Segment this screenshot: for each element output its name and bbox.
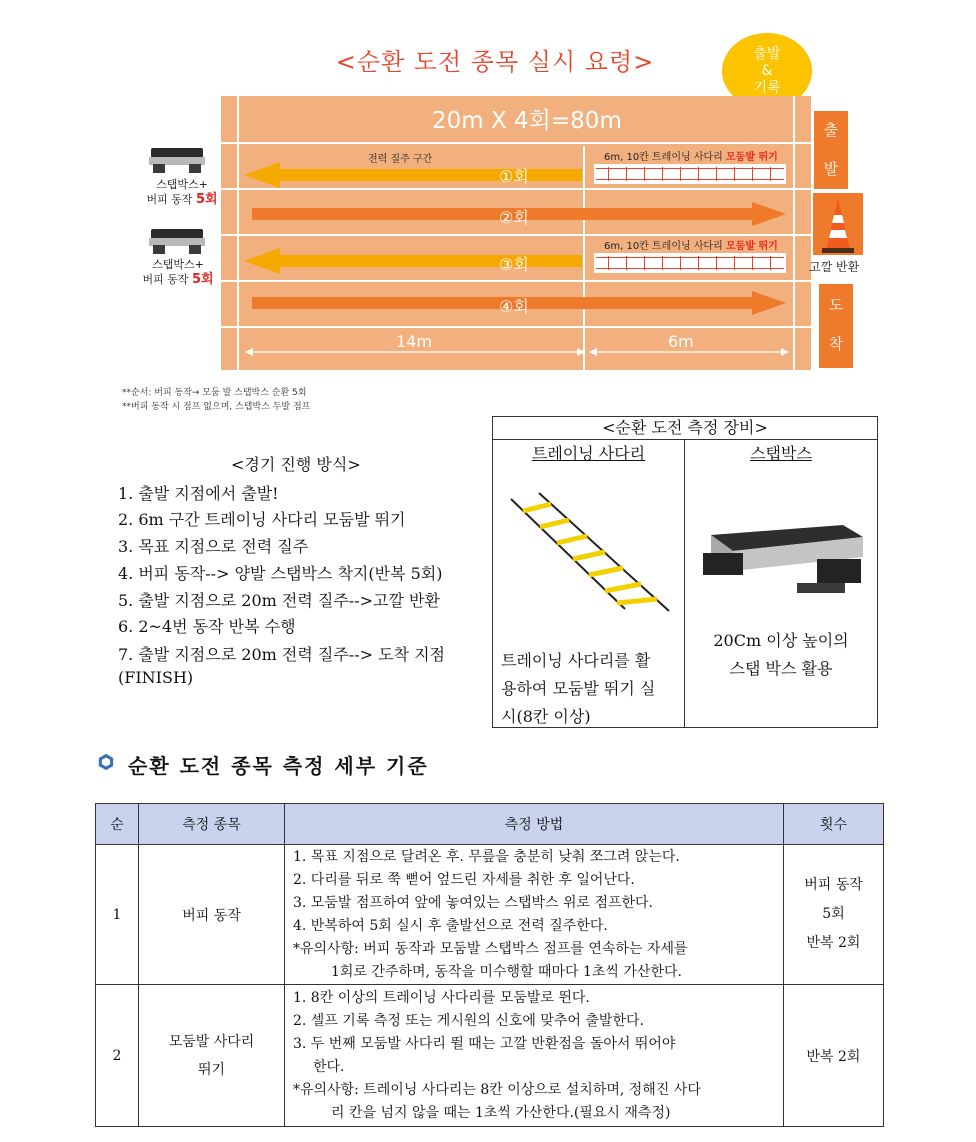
traffic-cone-icon xyxy=(820,197,856,255)
ladder-description: 트레이닝 사다리를 활 용하여 모둠발 뛰기 실 시(8칸 이상) xyxy=(501,651,656,726)
field-title: 20m X 4회=80m xyxy=(432,108,622,134)
badge-line-1: 출발 xyxy=(753,45,781,62)
diagram-title: <순환 도전 종목 실시 요령> xyxy=(335,48,655,76)
row-2-item: 모둠발 사다리 뛰기 xyxy=(139,985,285,1127)
col-header-item: 측정 종목 xyxy=(139,804,285,845)
section-bullet-icon xyxy=(97,753,115,771)
equipment-table xyxy=(492,416,878,728)
row-2-method: 1. 8칸 이상의 트레이닝 사다리를 모둠발로 뛴다. 2. 셀프 기록 측정 또는 게시원의 신호에 맞추어 출발한다. 3. 두 번째 모둠발 사다리 뛸 때는 고깔 반환점을 돌아서 뛰어야 한다. *유의사항: 트레이닝 사다리는 8칸 이상으로 설치하며, 정해진 사다 리 칸을 넘지 않을 때는 1초씩 가산한다.(필요시 재측정) xyxy=(285,985,784,1127)
equipment-table-title: <순환 도전 측정 장비> xyxy=(493,417,877,440)
equipment-ladder-header: 트레이닝 사다리 xyxy=(531,444,646,463)
distance-markers xyxy=(245,342,790,362)
arrow-lane-1 xyxy=(244,162,582,188)
stepbox-caption-2: 스탭박스+ 버피 동작 5회 xyxy=(142,258,214,287)
training-ladder-image xyxy=(505,491,675,621)
col-header-no: 순 xyxy=(96,804,139,845)
finish-box: 도 착 xyxy=(819,284,853,368)
procedure-step-3: 3. 목표 지점으로 전력 질주 xyxy=(118,537,309,556)
training-ladder-1 xyxy=(594,164,786,184)
badge-line-2: & xyxy=(761,62,773,79)
row-1-no: 1 xyxy=(96,845,139,985)
stepbox-equipment-image xyxy=(697,517,867,617)
procedure-step-6: 6. 2~4번 동작 반복 수행 xyxy=(118,617,296,636)
col-header-method: 측정 방법 xyxy=(285,804,784,845)
start-box: 출 발 xyxy=(814,111,848,189)
distance-6m: 6m xyxy=(668,332,694,351)
stepbox-image-2 xyxy=(147,227,207,255)
col-header-count: 횟수 xyxy=(784,804,884,845)
section-title: 순환 도전 종목 측정 세부 기준 xyxy=(128,754,429,778)
diagram-notes: **순서: 버피 동작→ 모둠 발 스탭박스 순환 5회 **버피 동작 시 점프 없으며, 스탭박스 두발 점프 xyxy=(122,388,311,412)
ladder-label-1: 6m, 10칸 트레이닝 사다리 모둠발 뛰기 xyxy=(604,152,778,163)
cone-return-label: 고깔 반환 xyxy=(809,260,860,274)
procedure-step-7: 7. 출발 지점으로 20m 전력 질주--> 도착 지점 xyxy=(118,645,446,664)
stepbox-caption-1: 스탭박스+ 버피 동작 5회 xyxy=(146,178,218,207)
round-4-label: ④회 xyxy=(499,297,529,316)
row-1-item: 버피 동작 xyxy=(139,845,285,985)
procedure-title: <경기 진행 방식> xyxy=(231,455,361,474)
round-2-label: ②회 xyxy=(499,208,529,227)
table-row xyxy=(96,845,884,985)
stepbox-image-1 xyxy=(147,146,207,174)
arrow-lane-3 xyxy=(244,248,582,274)
procedure-step-2: 2. 6m 구간 트레이닝 사다리 모둠발 뛰기 xyxy=(118,510,406,529)
table-row xyxy=(96,985,884,1127)
row-1-count: 버피 동작 5회 반복 2회 xyxy=(784,845,884,985)
row-2-count: 반복 2회 xyxy=(784,985,884,1127)
equipment-stepbox-header: 스탭박스 xyxy=(750,444,812,463)
procedure-step-7-cont: (FINISH) xyxy=(118,668,194,687)
row-1-method: 1. 목표 지점으로 달려온 후. 무릎을 충분히 낮춰 쪼그려 앉는다. 2. 다리를 뒤로 쭉 뻗어 엎드린 자세를 취한 후 일어난다. 3. 모둠발 점프하여 앞에 놓여있는 스탭박스 위로 점프한다. 4. 반복하여 5회 실시 후 출발선으로 전력 질주한다. *유의사항: 버피 동작과 모둠발 스탭박스 점프를 연속하는 자세를 1회로 간주하며, 동작을 미수행할 때마다 1초씩 가산한다. xyxy=(285,845,784,985)
round-1-label: ①회 xyxy=(499,167,529,186)
stepbox-description: 20Cm 이상 높이의 스탭 박스 활용 xyxy=(713,631,849,678)
ladder-label-2: 6m, 10칸 트레이닝 사다리 모둠발 뛰기 xyxy=(604,241,778,252)
table-header-row xyxy=(96,804,884,845)
sprint-zone-label: 전력 질주 구간 xyxy=(368,154,433,165)
row-2-no: 2 xyxy=(96,985,139,1127)
procedure-step-4: 4. 버피 동작--> 양발 스탭박스 착지(반복 5회) xyxy=(118,564,443,583)
distance-14m: 14m xyxy=(396,332,432,351)
round-3-label: ③회 xyxy=(499,255,529,274)
badge-line-3: 기록 xyxy=(753,79,781,96)
training-ladder-2 xyxy=(594,253,786,273)
procedure-step-1: 1. 출발 지점에서 출발! xyxy=(118,484,279,503)
procedure-step-5: 5. 출발 지점으로 20m 전력 질주-->고깔 반환 xyxy=(118,591,440,610)
criteria-table xyxy=(95,803,884,1127)
